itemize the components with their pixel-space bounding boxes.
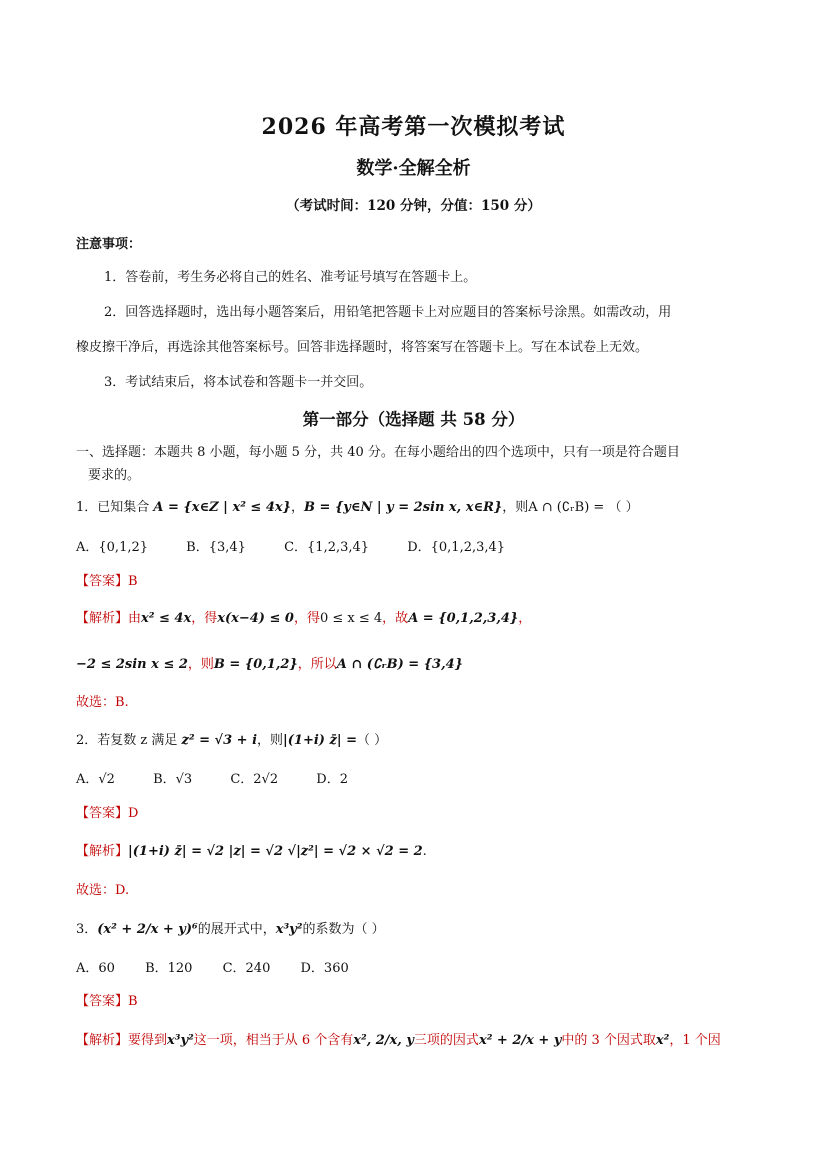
q1-choice: 故选：B.: [76, 695, 129, 710]
page-title: 2026 年高考第一次模拟考试: [261, 114, 566, 140]
q1-exp-text-1: ，得: [191, 611, 218, 626]
q1-exp2-text-2: ，所以: [297, 657, 337, 672]
q1-option-d: D．{0,1,2,3,4}: [407, 540, 506, 555]
q3-exp-math-2: x², 2/x, y: [353, 1033, 414, 1048]
q3-text-2: 的系数为（ ）: [302, 922, 385, 937]
notice-heading: 注意事项：: [76, 237, 142, 252]
q3-exp-prefix: 【解析】要得到: [76, 1033, 168, 1048]
q2-option-a: A．√2: [76, 772, 115, 787]
q3-exp-text-1: 这一项，相当于从 6 个含有: [193, 1033, 354, 1048]
q3-math-2: x³y²: [275, 922, 303, 937]
section-instructions-cont: 要求的。: [88, 468, 141, 483]
q1-explanation-line1: [76, 607, 531, 626]
q3-math-1: (x² + 2/x + y)⁶: [97, 922, 198, 937]
q1-exp2-text-1: ，则: [187, 657, 214, 672]
q2-option-d: D．2: [316, 772, 348, 787]
q1-comma: ，: [291, 500, 305, 515]
q1-exp-math-3: 0 ≤ x ≤ 4: [319, 611, 383, 626]
notice-item-3: 3．考试结束后，将本试卷和答题卡一并交回。: [104, 375, 373, 390]
part1-title: 第一部分（选择题 共 58 分）: [302, 410, 525, 429]
question-3-options: [76, 957, 375, 976]
q1-exp2-math-2: B = {0,1,2}: [213, 657, 298, 672]
notice-item-2a: 2．回答选择题时，选出每小题答案后，用铅笔把答题卡上对应题目的答案标号涂黑。如需改动，用: [104, 305, 672, 320]
notice-item-2b: 橡皮擦干净后，再选涂其他答案标号。回答非选择题时，将答案写在答题卡上。写在本试卷上无效。: [76, 340, 649, 355]
q1-option-a: A．{0,1,2}: [76, 540, 149, 555]
q3-exp-math-4: x²: [655, 1033, 670, 1048]
q2-exp-suffix: .: [422, 844, 427, 859]
q3-option-c: C．240: [222, 961, 271, 976]
q3-prefix: 3．: [76, 922, 98, 937]
question-2-stem: [76, 729, 387, 748]
section-instructions: 一、选择题：本题共 8 小题，每小题 5 分，共 40 分。在每小题给出的四个选项中，只有一项是符合题目: [76, 445, 680, 460]
q3-option-d: D．360: [300, 961, 349, 976]
q2-option-c: C．2√2: [230, 772, 279, 787]
q3-explanation: [76, 1029, 721, 1048]
q1-exp-text-3: ，故: [382, 611, 409, 626]
q2-math-1: z² = √3 + i: [181, 733, 258, 748]
q1-exp-prefix: 【解析】由: [76, 611, 142, 626]
q1-exp2-math-3: A ∩ (∁ᵣB) = {3,4}: [336, 657, 464, 672]
q1-option-b: B．{3,4}: [186, 540, 246, 555]
q2-exp-math: |(1+i) z̄| = √2 |z| = √2 √|z²| = √2 × √2 = 2: [128, 844, 423, 859]
q2-math-2: |(1+i) z̄| =: [283, 733, 358, 748]
q3-text-1: 的展开式中，: [197, 922, 276, 937]
question-2-options: [76, 768, 382, 787]
q1-prefix: 1．已知集合: [76, 500, 154, 515]
q3-exp-text-3: 中的 3 个因式取: [561, 1033, 656, 1048]
q1-explanation-line2: [76, 653, 463, 672]
q3-exp-math-3: x² + 2/x + y: [478, 1033, 562, 1048]
q1-set-b: B = {y∈N | y = 2sin x, x∈R}: [304, 500, 503, 515]
q1-exp-math-4: A = {0,1,2,3,4}: [408, 611, 519, 626]
question-1-stem: [76, 496, 639, 515]
q3-exp-text-2: 三项的因式: [413, 1033, 479, 1048]
q1-answer: 【答案】B: [76, 574, 138, 589]
q2-answer: 【答案】D: [76, 806, 139, 821]
q2-explanation: [76, 840, 427, 859]
q2-option-b: B．√3: [153, 772, 193, 787]
q2-text-2: （ ）: [357, 733, 388, 748]
q3-exp-math-1: x³y²: [167, 1033, 194, 1048]
q1-option-c: C．{1,2,3,4}: [284, 540, 370, 555]
q3-option-b: B．120: [145, 961, 193, 976]
exam-meta: （考试时间：120 分钟，分值：150 分）: [286, 198, 541, 214]
q2-exp-prefix: 【解析】: [76, 844, 129, 859]
q1-suffix: ，则A ∩ (∁ᵣB) = （ ）: [502, 500, 639, 515]
q3-exp-text-4: ，1 个因: [669, 1033, 721, 1048]
notice-item-1: 1．答卷前，考生务必将自己的姓名、准考证号填写在答题卡上。: [104, 270, 477, 285]
q1-exp2-math-1: −2 ≤ 2sin x ≤ 2: [76, 657, 188, 672]
question-1-options: [76, 536, 539, 555]
q1-exp-text-4: ，: [518, 611, 532, 626]
q2-text-1: ，则: [257, 733, 284, 748]
q1-exp-text-2: ，得: [293, 611, 320, 626]
q2-choice: 故选：D.: [76, 883, 130, 898]
q1-exp-math-1: x² ≤ 4x: [141, 611, 192, 626]
q1-set-a: A = {x∈Z | x² ≤ 4x}: [153, 500, 291, 515]
q3-answer: 【答案】B: [76, 994, 138, 1009]
page-subtitle: 数学·全解全析: [356, 158, 471, 179]
q2-prefix: 2．若复数 z 满足: [76, 733, 182, 748]
question-3-stem: [76, 918, 385, 937]
q1-exp-math-2: x(x−4) ≤ 0: [217, 611, 294, 626]
q3-option-a: A．60: [76, 961, 115, 976]
